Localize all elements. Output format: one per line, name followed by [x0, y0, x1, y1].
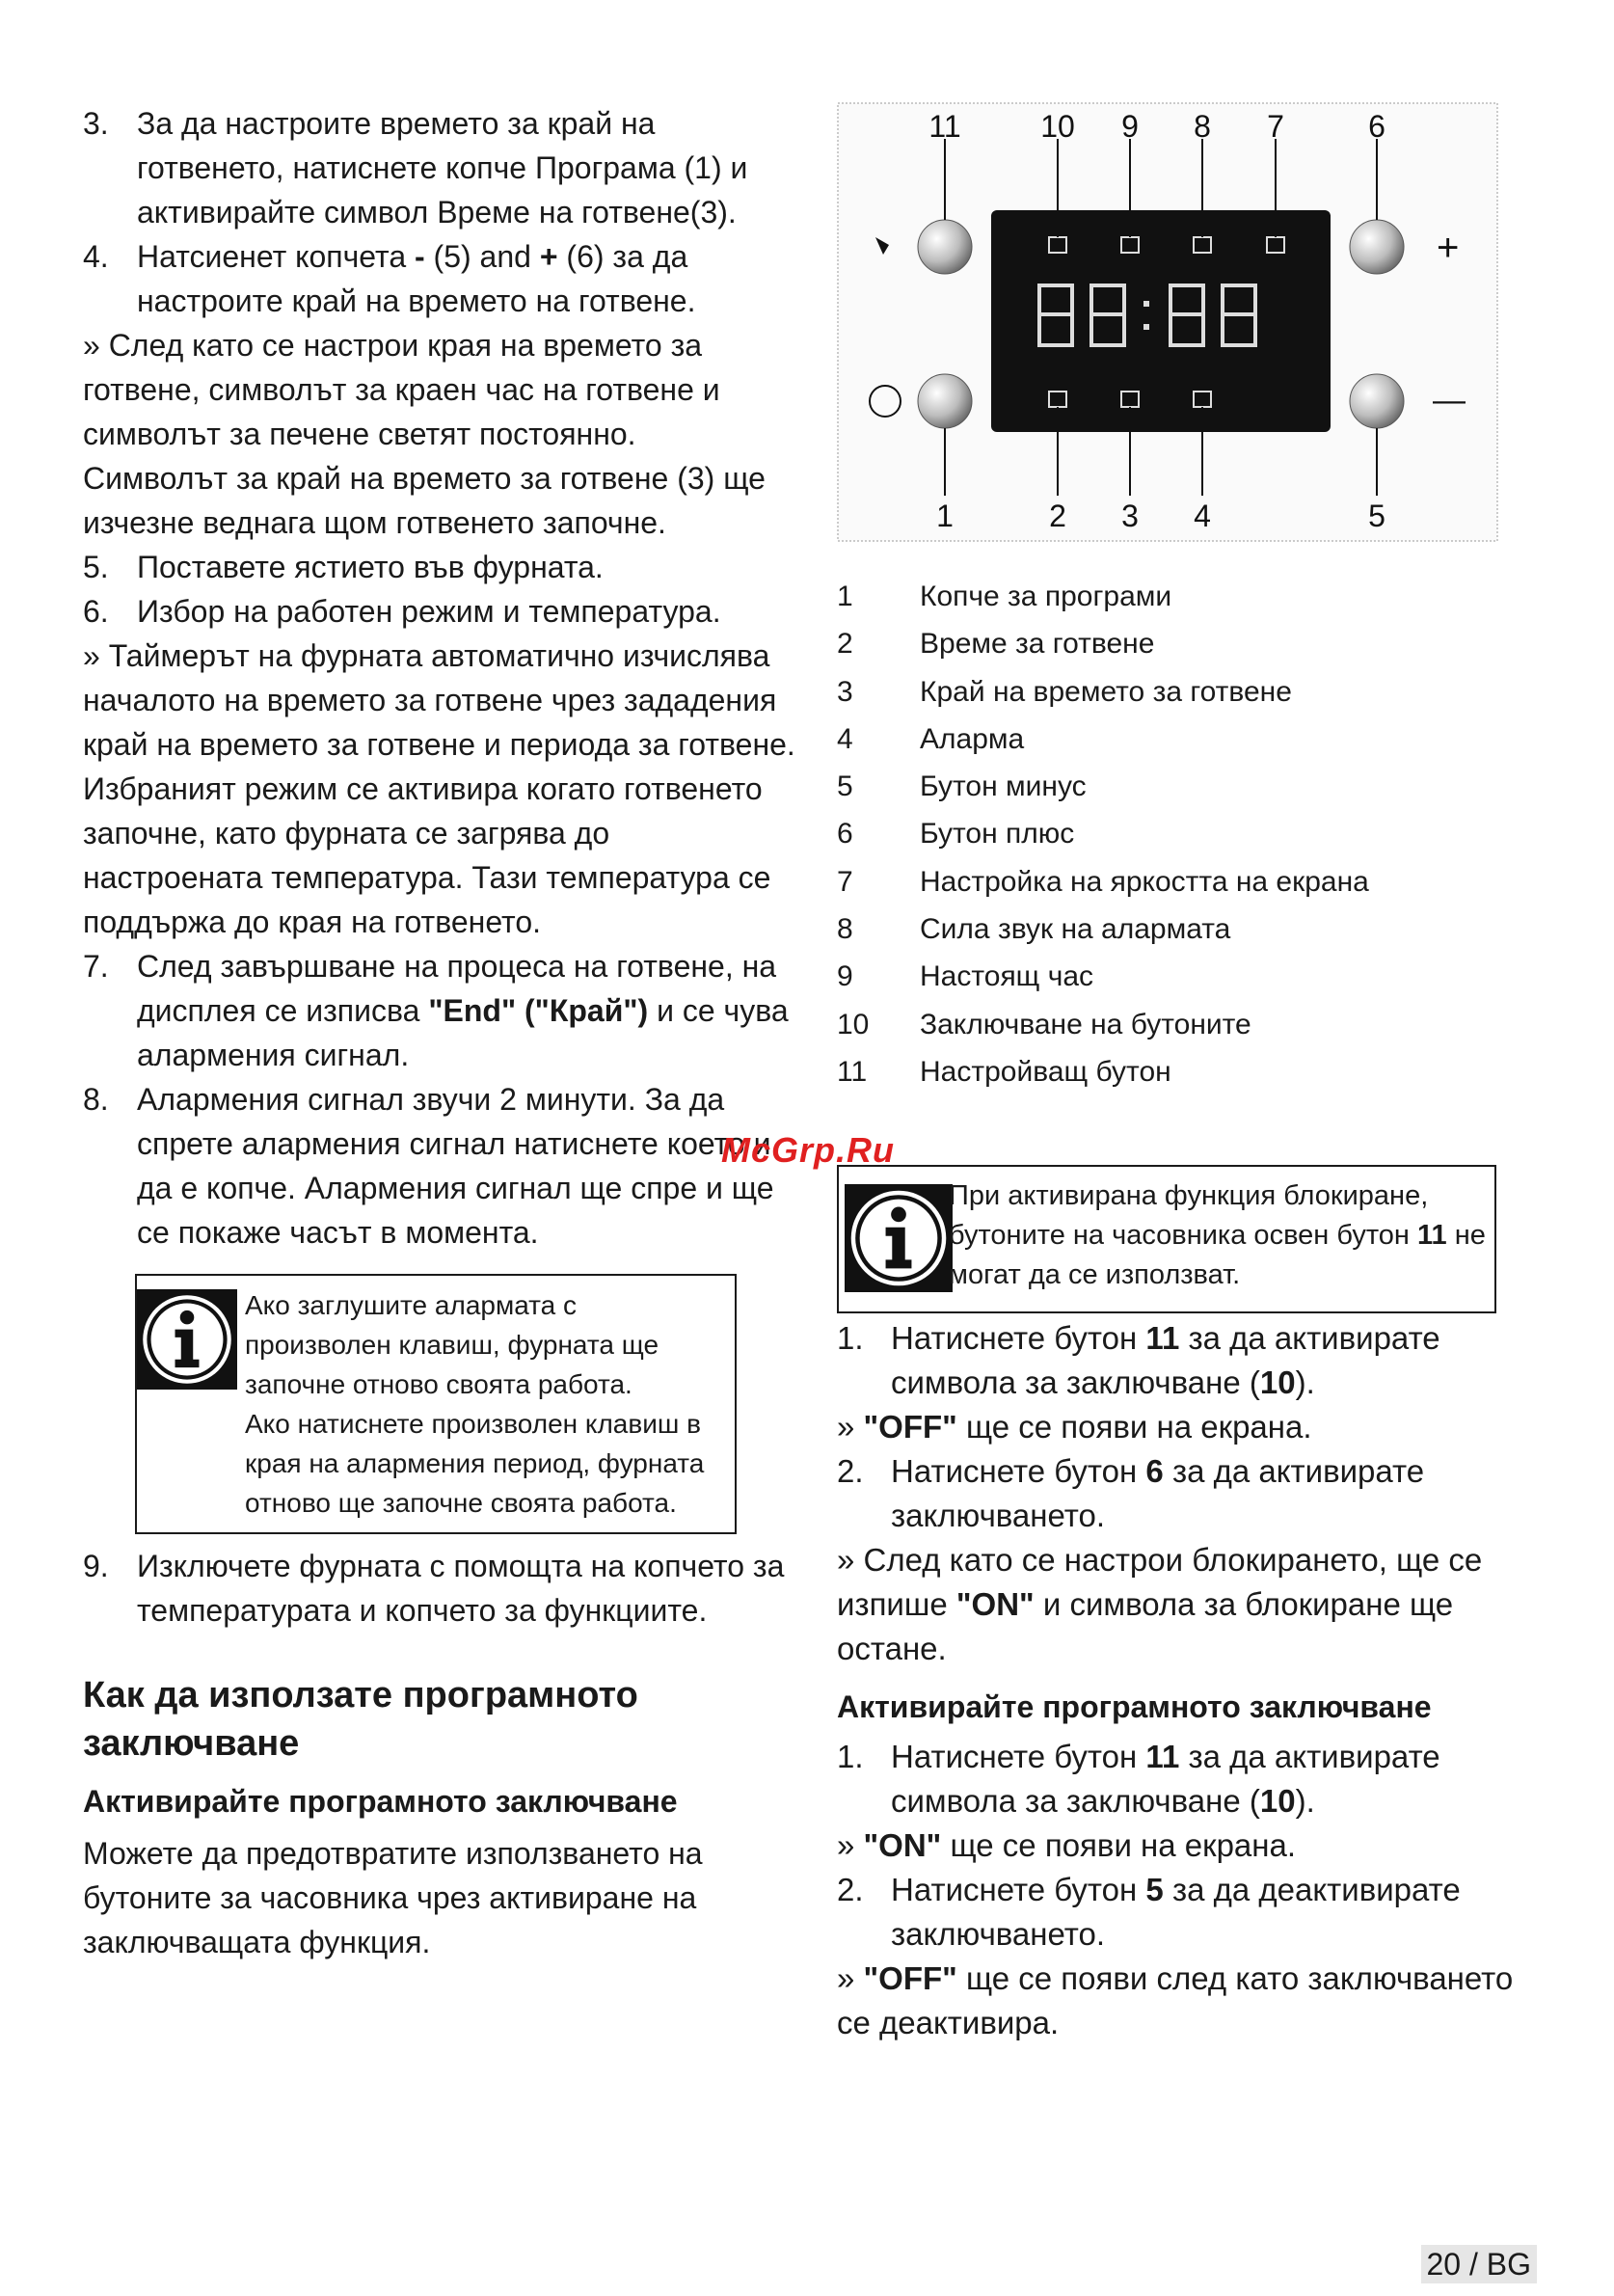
legend-row: 6 Бутон плюс — [837, 818, 1075, 851]
program-button-knob — [918, 374, 972, 428]
label-11: 11 — [928, 109, 961, 144]
label-10: 10 — [1040, 109, 1075, 144]
display-panel — [991, 210, 1331, 432]
paragraph: » "OFF" ще се появи след като заключването се деактивира. — [837, 1960, 1514, 2040]
paragraph: » "OFF" ще се появи на екрана. — [837, 1409, 1312, 1445]
info-icon — [845, 1184, 953, 1292]
list-item: 4. Натсиенет копчета - (5) and + (6) за да настроите край на времето на готвене. — [83, 239, 696, 318]
watermark: McGrp.Ru — [721, 1130, 896, 1170]
label-5: 5 — [1368, 499, 1385, 533]
label-8: 8 — [1194, 109, 1211, 144]
paragraph: » "ON" ще се появи на екрана. — [837, 1827, 1297, 1863]
list-item: 2. Натиснете бутон 5 за да деактивирате заключването. — [837, 1872, 1461, 1952]
list-item: 2. Натиснете бутон 6 за да активирате заключването. — [837, 1453, 1425, 1533]
list-item: 1. Натиснете бутон 11 за да активирате символа за заключване (10). — [837, 1739, 1440, 1819]
paragraph: » След като се настрои края на времето за готвене, символът за краен час на готвене и символът за печене светят постоянно. — [83, 328, 720, 451]
minus-button-knob — [1350, 374, 1404, 428]
paragraph: » Таймерът на фурната автоматично изчислява началото на времето за готвене чрез зададения край на времето за готвене и периода за готвене. Избраният режим се активира когато готвенето започне, като фурната се загрява до настроената температура. Тази температура се поддържа до края на готвенето. — [83, 638, 795, 939]
list-item: 8. Алармения сигнал звучи 2 минути. За да спрете алармения сигнал натиснете което и да е копче. Алармения сигнал ще спре и ще се покаже часът в момента. — [83, 1082, 774, 1250]
list-item: 5. Поставете ястието във фурната. — [83, 550, 604, 584]
paragraph: Можете да предотвратите използването на бутоните за часовника чрез активиране на заключващата функция. — [83, 1836, 703, 1959]
legend-row: 3 Край на времето за готвене — [837, 675, 1292, 708]
paragraph: » След като се настрои блокирането, ще се изпише "ON" и символа за блокиране ще остане. — [837, 1542, 1483, 1666]
info-icon — [137, 1289, 237, 1390]
set-button-knob — [918, 220, 972, 274]
legend-row: 4 Аларма — [837, 722, 1025, 755]
control-panel-diagram — [837, 102, 1498, 542]
label-6: 6 — [1368, 109, 1385, 144]
diagram-legend — [837, 573, 1512, 1095]
page-number: 20 / BG — [1421, 2245, 1538, 2283]
subheading: Активирайте програмното заключване — [837, 1689, 1432, 1724]
info-note: Ако заглушите алармата с произволен клавиш, фурната ще започне отново своята работа. Ако натиснете произволен клавиш в края на алармения период, фурната отново ще започне своята работа. — [135, 1274, 737, 1534]
label-1: 1 — [936, 499, 954, 533]
plus-button-knob — [1350, 220, 1404, 274]
plus-sign: + — [1437, 227, 1460, 269]
legend-row: 5 Бутон минус — [837, 770, 1087, 803]
label-7: 7 — [1267, 109, 1284, 144]
legend-row: 11 Настройващ бутон — [837, 1055, 1171, 1088]
label-4: 4 — [1194, 499, 1211, 533]
label-9: 9 — [1121, 109, 1139, 144]
list-item: 3. За да настроите времето за край на готвенето, натиснете копче Програма (1) и активирайте символ Време на готвене(3). — [83, 106, 748, 230]
paragraph: Символът за край на времето за готвене (3) ще изчезне веднага щом готвенето започне. — [83, 461, 766, 540]
left-column — [83, 101, 796, 1964]
info-note: При активирана функция блокиране, бутоните на часовника освен бутон 11 не могат да се използват. — [837, 1165, 1496, 1313]
legend-row: 9 Настоящ час — [837, 960, 1094, 993]
minus-sign: — — [1433, 382, 1466, 419]
list-item: 6. Избор на работен режим и температура. — [83, 594, 721, 629]
legend-row: 7 Настройка на яркостта на екрана — [837, 865, 1369, 898]
section-heading: Как да използате програмното заключване — [83, 1675, 638, 1764]
legend-row: 10 Заключване на бутоните — [837, 1008, 1251, 1040]
label-3: 3 — [1121, 499, 1139, 533]
list-item: 7. След завършване на процеса на готвене, на дисплея се изписва "End" ("Край") и се чува алармения сигнал. — [83, 949, 789, 1072]
list-item: 9. Изключете фурната с помощта на копчето за температурата и копчето за функциите. — [83, 1549, 785, 1628]
legend-row: 8 Сила звук на алармата — [837, 913, 1231, 946]
legend-row: 2 Време за готвене — [837, 628, 1155, 661]
list-item: 1. Натиснете бутон 11 за да активирате символа за заключване (10). — [837, 1320, 1440, 1400]
legend-row: 1 Копче за програми — [837, 581, 1172, 612]
subheading: Активирайте програмното заключване — [83, 1784, 678, 1819]
right-column — [837, 1316, 1531, 2045]
label-2: 2 — [1049, 499, 1066, 533]
